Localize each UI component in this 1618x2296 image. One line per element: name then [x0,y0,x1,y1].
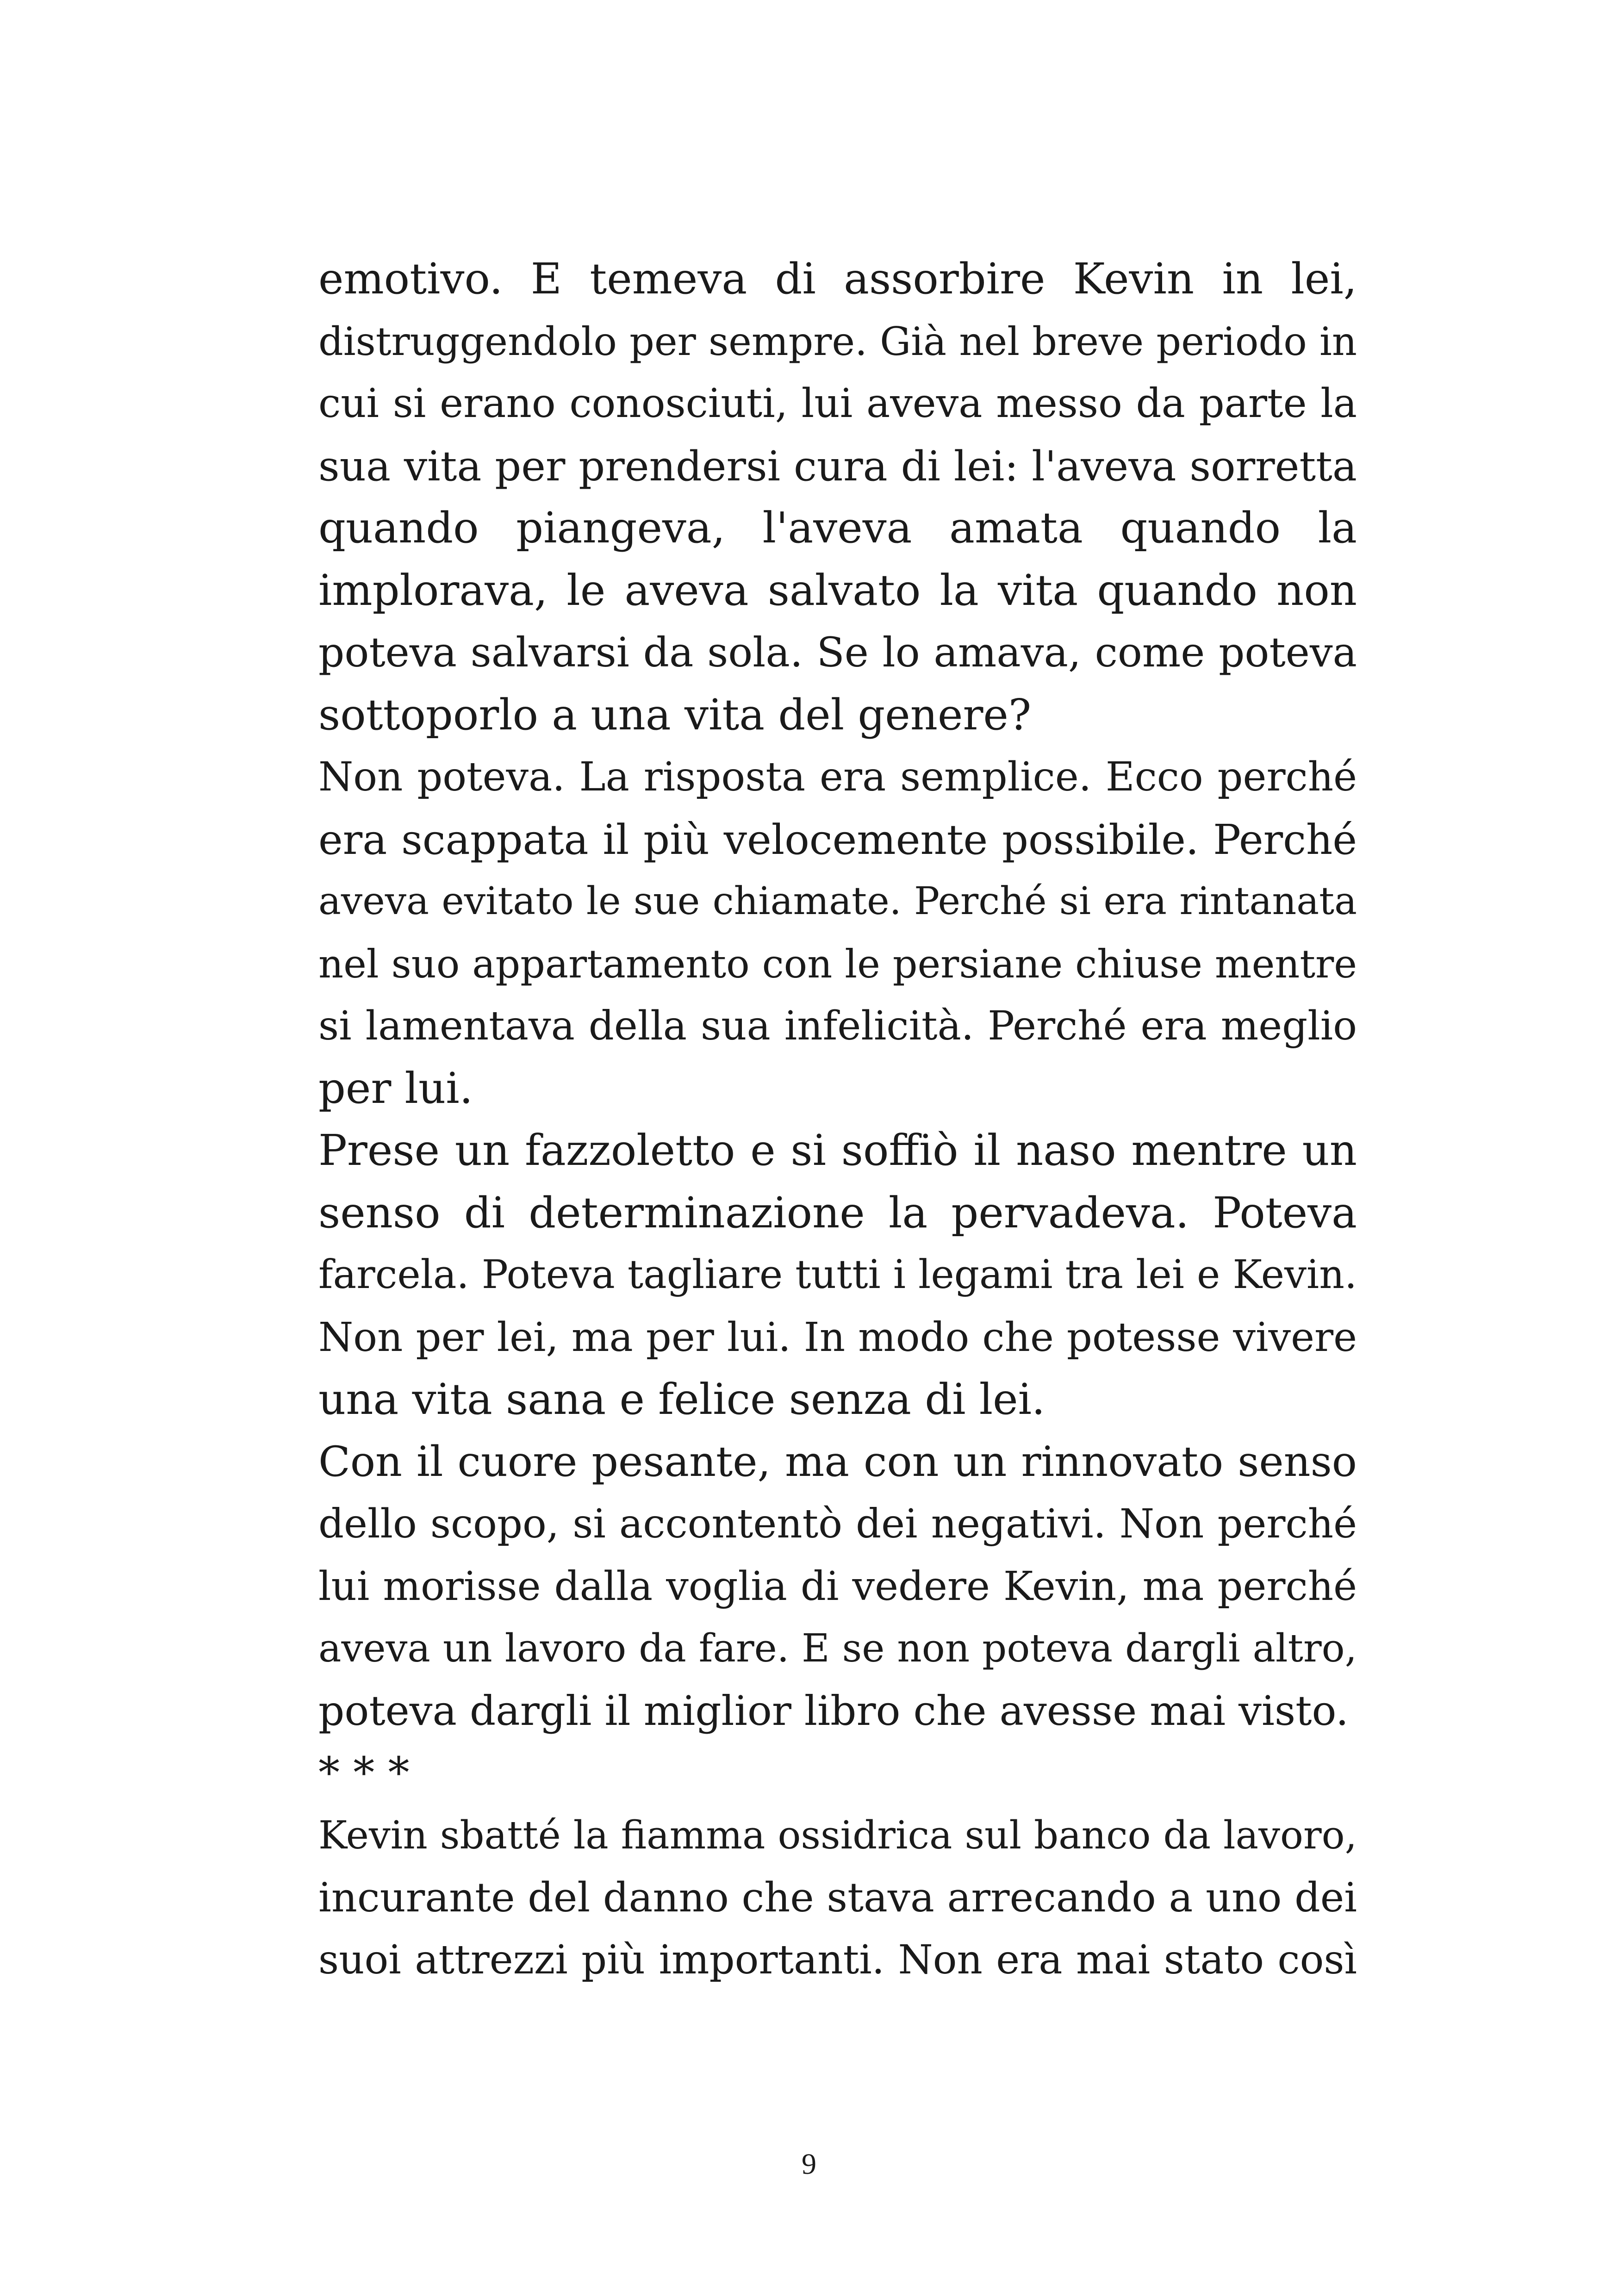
text-line: dello scopo, si accontentò dei negativi. Non perché [318,1501,1357,1547]
text-line: Non poteva. La risposta era semplice. Ecco perché [318,754,1357,800]
text-line: aveva un lavoro da fare. E se non poteva dargli altro, [318,1626,1357,1671]
text-line: emotivo. E temeva di assorbire Kevin in lei, [318,254,1357,304]
text-line: suoi attrezzi più importanti. Non era mai stato così [318,1936,1357,1983]
text-line: era scappata il più velocemente possibile. Perché [318,815,1357,864]
text-line: senso di determinazione la pervadeva. Poteva [318,1188,1357,1238]
text-line: lui morisse dalla voglia di vedere Kevin, ma perché [318,1563,1357,1610]
scene-break: * * * [318,1748,410,1798]
text-line: Kevin sbatté la fiamma ossidrica sul banco da lavoro, [318,1812,1357,1858]
text-line: sua vita per prendersi cura di lei: l'aveva sorretta [318,442,1357,490]
text-line: Con il cuore pesante, ma con un rinnovato senso [318,1437,1357,1486]
text-line: Prese un fazzoletto e si soffiò il naso mentre un [318,1126,1357,1175]
text-line: sottoporlo a una vita del genere? [318,690,1032,740]
text-line: farcela. Poteva tagliare tutti i legami tra lei e Kevin. [318,1252,1357,1298]
text-line: Non per lei, ma per lui. In modo che potesse vivere [318,1314,1357,1361]
body-text [318,248,1357,1991]
page-number: 9 [802,2147,816,2180]
text-line: nel suo appartamento con le persiane chiuse mentre [318,941,1357,987]
text-line: si lamentava della sua infelicità. Perché era meglio [318,1003,1357,1049]
text-line: per lui. [318,1063,473,1113]
text-line: una vita sana e felice senza di lei. [318,1375,1045,1424]
text-line: incurante del danno che stava arrecando a uno dei [318,1874,1357,1921]
text-line: implorava, le aveva salvato la vita quando non [318,565,1357,615]
text-line: poteva dargli il miglior libro che avesse mai visto. [318,1686,1349,1735]
text-line: poteva salvarsi da sola. Se lo amava, come poteva [318,628,1357,676]
text-line: quando piangeva, l'aveva amata quando la [318,503,1357,553]
text-line: distruggendolo per sempre. Già nel breve periodo in [318,318,1357,364]
text-line: cui si erano conosciuti, lui aveva messo da parte la [318,380,1357,427]
text-line: aveva evitato le sue chiamate. Perché si era rintanata [318,879,1357,923]
